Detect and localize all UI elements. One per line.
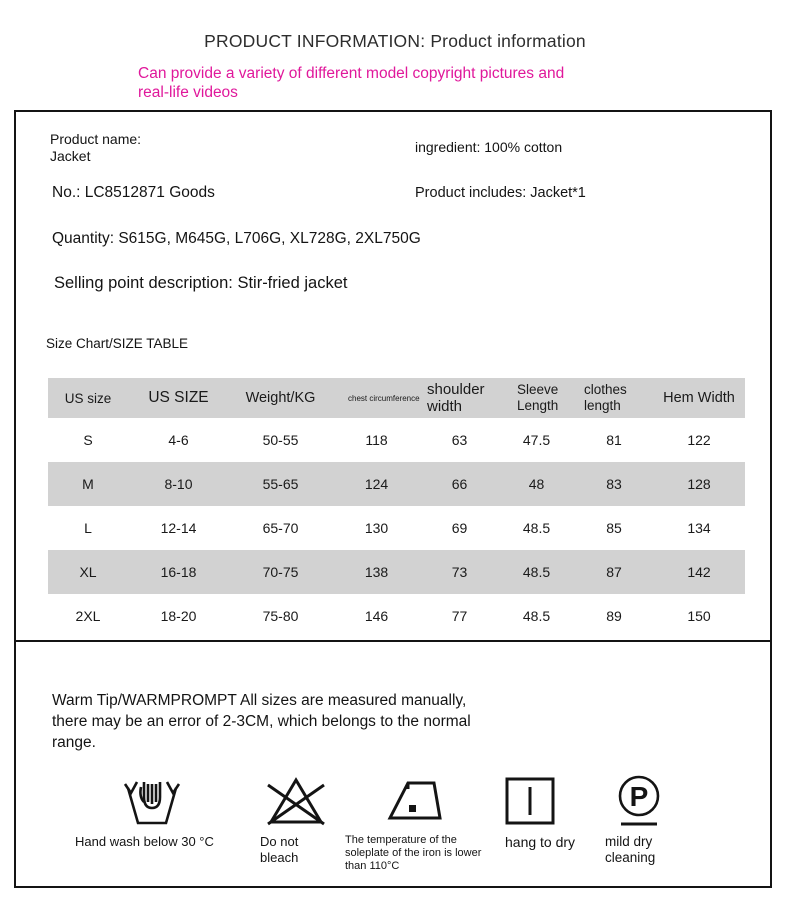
table-cell: 73 (451, 564, 468, 580)
table-cell: 4-6 (168, 432, 189, 448)
table-cell: 77 (451, 608, 468, 624)
size-table (48, 378, 745, 638)
table-cell: 50-55 (262, 432, 299, 448)
mild-dry-clean-icon (607, 772, 671, 830)
table-cell: 70-75 (262, 564, 299, 580)
selling-point-text: Selling point description: Stir-fried jacket (54, 274, 348, 292)
table-cell: 16-18 (160, 564, 197, 580)
table-cell: XL (79, 564, 97, 580)
table-cell: 146 (364, 608, 389, 624)
table-cell: 55-65 (262, 476, 299, 492)
warm-tip-text: Warm Tip/WARMPROMPT All sizes are measured manually, there may be an error of 2-3CM, which belongs to the normal range. (52, 692, 471, 751)
table-cell: 18-20 (160, 608, 197, 624)
table-cell: 81 (606, 432, 622, 448)
table-cell: 87 (606, 564, 622, 580)
table-cell: 85 (606, 520, 622, 536)
table-cell: 63 (451, 432, 468, 448)
page-subtitle: Can provide a variety of different model copyright pictures and real-life videos (138, 65, 565, 101)
table-row (48, 506, 745, 550)
table-cell: 128 (687, 476, 711, 492)
table-row (48, 594, 745, 638)
svg-text:P: P (629, 781, 649, 812)
column-header: chest circumference (348, 393, 420, 403)
table-cell: 12-14 (160, 520, 197, 536)
table-cell: 65-70 (262, 520, 299, 536)
table-cell: 138 (364, 564, 389, 580)
table-cell: 134 (687, 520, 711, 536)
size-table-header-row (48, 378, 745, 418)
product-info-box (14, 110, 772, 888)
column-header: Weight/KG (245, 390, 316, 406)
quantity-text: Quantity: S615G, M645G, L706G, XL728G, 2XL750G (52, 230, 421, 247)
column-header: Hem Width (663, 390, 735, 406)
table-cell: 75-80 (262, 608, 299, 624)
item-number-text: No.: LC8512871 Goods (52, 184, 215, 201)
table-cell: 48.5 (522, 564, 551, 580)
table-cell: 130 (364, 520, 389, 536)
care-label-do-not-bleach: Do not bleach (260, 834, 299, 865)
hand-wash-icon (120, 772, 184, 830)
page-title: PRODUCT INFORMATION: Product information (204, 31, 586, 51)
table-cell: 142 (687, 564, 711, 580)
table-cell: 150 (687, 608, 711, 624)
table-row (48, 418, 745, 462)
table-cell: 118 (365, 432, 388, 448)
column-header: clothes length (584, 382, 627, 413)
care-label-hand-wash: Hand wash below 30 °C (75, 834, 214, 849)
table-row (48, 550, 745, 594)
column-header: US size (64, 390, 112, 406)
column-header: US SIZE (148, 389, 209, 406)
table-cell: S (83, 432, 93, 448)
table-cell: 124 (364, 476, 389, 492)
care-label-hang-dry: hang to dry (505, 834, 576, 850)
column-header: shoulder width (427, 381, 485, 415)
hang-to-dry-icon (498, 772, 562, 830)
table-cell: 122 (687, 432, 711, 448)
table-cell: 48.5 (522, 520, 551, 536)
product-name-value: Jacket (50, 148, 91, 164)
table-cell: 89 (606, 608, 622, 624)
table-cell: 2XL (75, 608, 101, 624)
table-cell: M (82, 476, 94, 492)
table-cell: 48.5 (522, 608, 551, 624)
product-includes-text: Product includes: Jacket*1 (415, 185, 586, 201)
product-name-label: Product name: (50, 131, 142, 147)
iron-max-110c-icon (382, 772, 446, 830)
size-chart-heading: Size Chart/SIZE TABLE (46, 336, 189, 351)
section-divider (16, 640, 770, 642)
table-cell: 83 (606, 476, 622, 492)
table-row (48, 462, 745, 506)
care-label-dry-clean: mild dry cleaning (605, 834, 656, 865)
column-header: Sleeve Length (517, 382, 559, 413)
ingredient-text: ingredient: 100% cotton (415, 139, 563, 155)
table-cell: 69 (451, 520, 468, 536)
do-not-bleach-icon (264, 772, 328, 830)
care-label-iron-temp: The temperature of the soleplate of the iron is lower than 110°C (345, 834, 482, 872)
product-name (50, 131, 141, 165)
table-cell: 47.5 (522, 432, 551, 448)
table-cell: 8-10 (164, 476, 193, 492)
table-cell: 48 (528, 476, 545, 492)
table-cell: L (84, 520, 92, 536)
table-cell: 66 (451, 476, 468, 492)
